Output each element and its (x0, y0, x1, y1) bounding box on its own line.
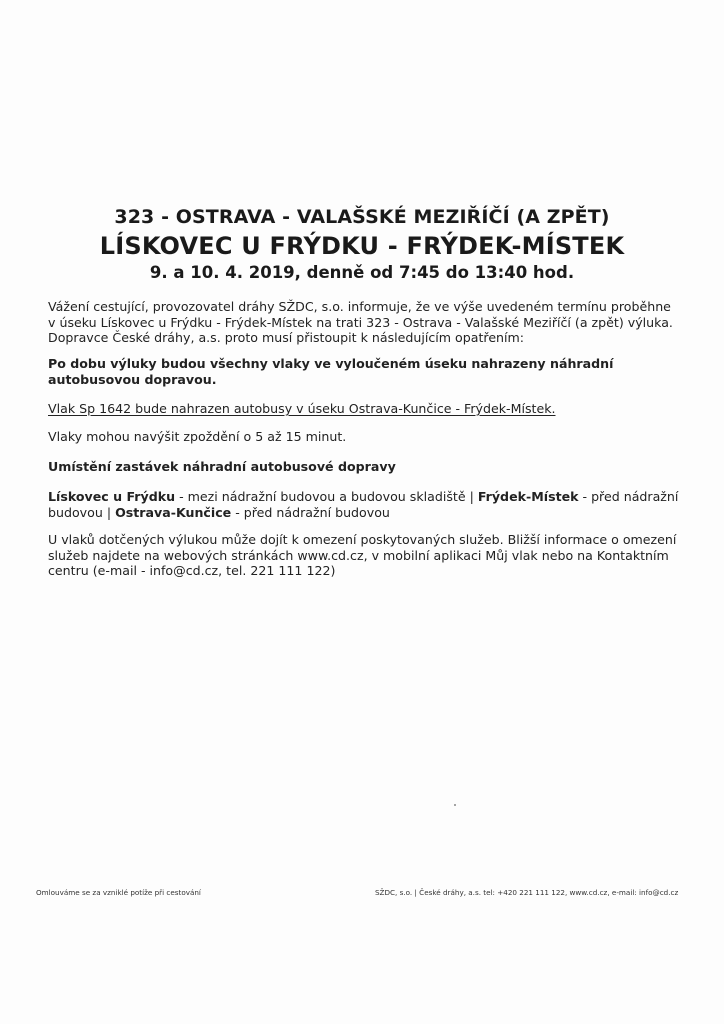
replacement-paragraph: Po dobu výluky budou všechny vlaky ve vyloučeném úseku nahrazeny náhradní autobusovou dopravou. (48, 356, 614, 387)
section-title: LÍSKOVEC U FRÝDKU - FRÝDEK-MÍSTEK (99, 232, 625, 260)
stop-description: - mezi nádražní budovou a budovou skladiště | (175, 489, 478, 504)
stop-name: Frýdek-Místek (477, 489, 579, 504)
restrictions-paragraph: U vlaků dotčených výlukou může dojít k omezení poskytovaných služeb. Bližší informace o omezení služeb najdete na webových stránkách www.cd.cz, v mobilní aplikaci Můj vlak nebo na Kontaktním centru (e-mail - info@cd.cz, tel. 221 111 122) (48, 532, 677, 578)
footer-contacts: SŽDC, s.o. | České dráhy, a.s. tel: +420 221 111 122, www.cd.cz, e-mail: info@cd.cz (375, 888, 679, 897)
closure-datetime: 9. a 10. 4. 2019, denně od 7:45 do 13:40 hod. (149, 263, 575, 282)
train-note: Vlak Sp 1642 bude nahrazen autobusy v úseku Ostrava-Kunčice - Frýdek-Místek. (48, 401, 556, 416)
line-title: 323 - OSTRAVA - VALAŠSKÉ MEZIŘÍČÍ (A ZPĚT) (114, 206, 610, 228)
stop-name: Lískovec u Frýdku (48, 489, 176, 504)
footer-apology: Omlouváme se za vzniklé potíže při cestování (36, 888, 201, 897)
stop-description: - před nádražní budovou | (48, 489, 679, 520)
stop-description: - před nádražní budovou (231, 504, 390, 520)
intro-paragraph: Vážení cestující, provozovatel dráhy SŽDC, s.o. informuje, že ve výše uvedeném termínu proběhne v úseku Lískovec u Frýdku - Frýdek-Místek na trati 323 - Ostrava - Valašské Meziříčí (a zpět) výluka. Dopravce České dráhy, a.s. proto musí přistoupit k následujícím opatřením: (48, 299, 673, 345)
stop-name: Ostrava-Kunčice (115, 504, 232, 520)
scan-speck (454, 804, 456, 806)
stops-paragraph (48, 489, 680, 520)
stops-title: Umístění zastávek náhradní autobusové dopravy (48, 459, 396, 474)
delay-note: Vlaky mohou navýšit zpoždění o 5 až 15 minut. (48, 429, 347, 444)
